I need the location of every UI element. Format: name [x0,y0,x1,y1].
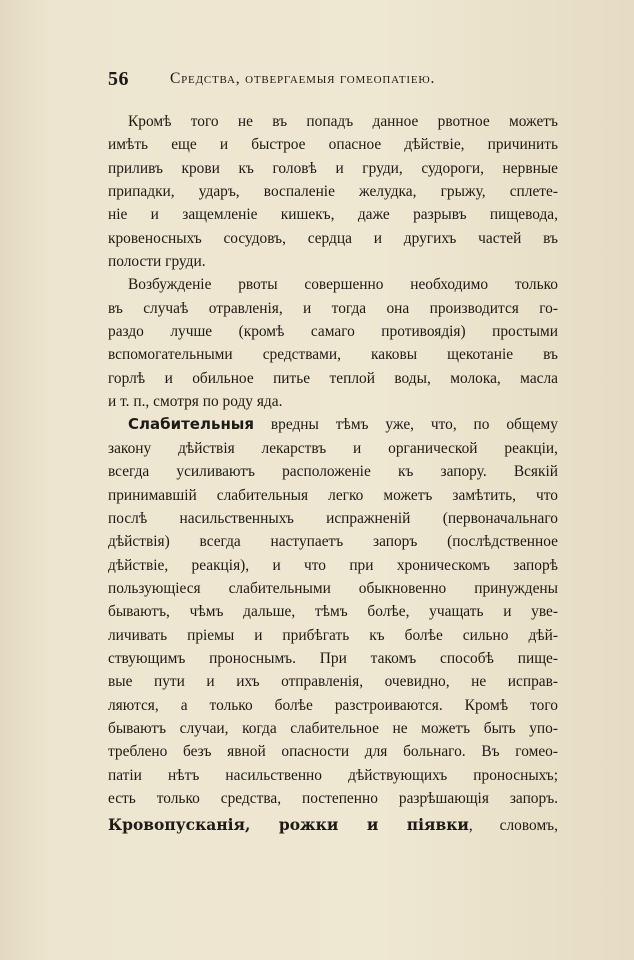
text-line: Кромѣ того не въ попадъ данное рвотное можетъ [128,113,558,130]
text-line: полости груди. [108,253,206,271]
text-line: горлѣ и обильное питье теплой воды, молока, масла [108,369,558,387]
section-heading-bloodletting: Кровопусканiя, рожки и пiявки [108,815,469,835]
section-heading-laxatives: Слабительныя [128,415,254,434]
text-line: вспомогательными средствами, каковы щекотанiе въ [108,346,558,364]
text-line: Кровопусканiя, рожки и пiявки, словомъ, [108,815,558,835]
text-line: закону дѣйствiя лекарствъ и органической реакцiи, [108,439,558,457]
text-line: ствующимъ проноснымъ. При такомъ способѣ пище- [108,649,558,667]
text-line: вые пути и ихъ отправленiя, очевидно, не исправ- [108,673,558,691]
text-line: кровеносныхъ сосудовъ, сердца и другихъ частей въ [108,229,558,247]
text-line: есть только средства, постепенно разрѣшающiя запоръ. [108,789,558,807]
text-line: приливъ крови къ головѣ и груди, судороги, нервные [108,159,558,177]
running-title: Средства, отвергаемыя гомеопатiею. [170,70,436,87]
text-line: ляются, а только болѣе разстроиваются. Кромѣ того [108,696,558,714]
text-line: послѣ насильственныхъ испражненiй (первоначальнаго [108,509,558,527]
body-text [108,110,558,837]
text-line: личивать прiемы и прибѣгать къ болѣе сильно дѣй- [108,626,558,644]
text-line: Возбужденiе рвоты совершенно необходимо только [128,276,558,294]
page-header [108,68,558,90]
text-line: раздо лучше (кромѣ самаго противоядiя) простыми [108,323,558,341]
text-line: дѣйствiя) всегда наступаетъ запоръ (послѣдственное [108,533,558,551]
text-line: въ случаѣ отравленiя, и тогда она производится го- [108,299,558,317]
text-line: нiе и защемленiе кишекъ, даже разрывъ пищевода, [108,206,558,224]
text-line: имѣть еще и быстрое опасное дѣйствiе, причинить [108,136,558,154]
text-line: Слабительныя вредны тѣмъ уже, что, по общему [128,415,558,434]
text-line: бываютъ, чѣмъ дальше, тѣмъ болѣе, учащать и уве- [108,603,558,621]
text-line: принимавшiй слабительныя легко можетъ замѣтить, что [108,486,558,504]
text-line: бываютъ случаи, когда слабительное не можетъ быть упо- [108,719,558,737]
text-line: дѣйствiе, реакцiя), и что при хроническомъ запорѣ [108,556,558,574]
text-line: треблено безъ явной опасности для больнаго. Въ гомео- [108,743,558,761]
page-number: 56 [108,68,129,90]
text-line: патiи нѣтъ насильственно дѣйствующихъ проносныхъ; [108,766,558,784]
text-line: припадки, ударъ, воспаленiе желудка, грыжу, сплете- [108,183,558,201]
text-line: пользующiеся слабительными обыкновенно принуждены [108,579,558,597]
text-line: всегда усиливаютъ расположенiе къ запору. Всякiй [108,463,558,481]
text-line: и т. п., смотря по роду яда. [108,393,283,411]
